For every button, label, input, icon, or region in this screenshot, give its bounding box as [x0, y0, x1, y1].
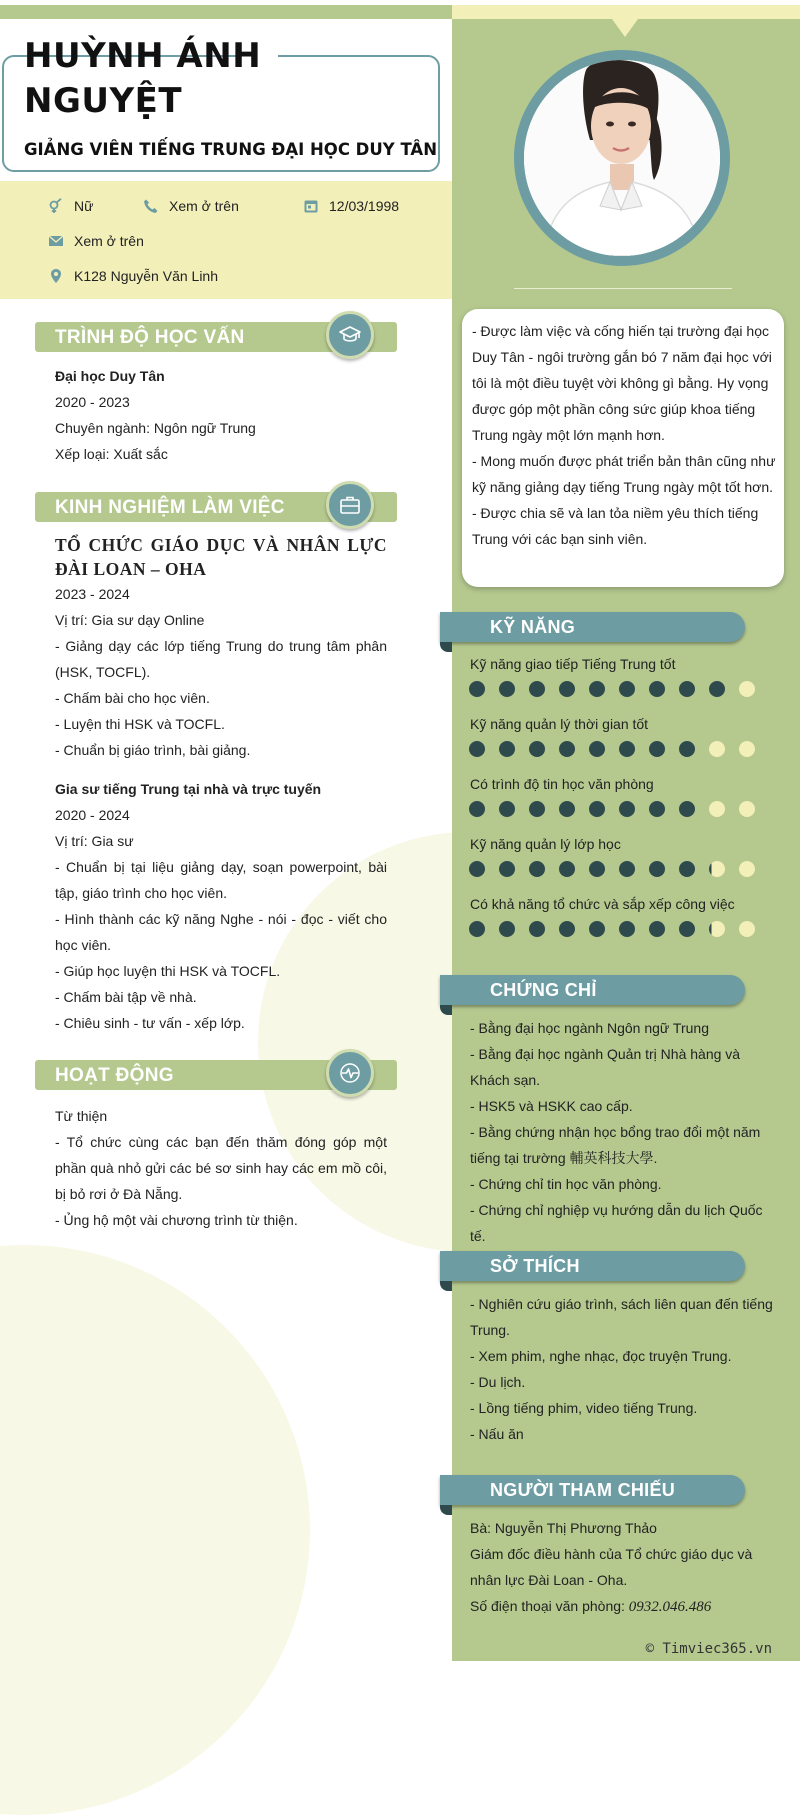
skill-label: Có khả năng tổ chức và sắp xếp công việc [470, 896, 735, 912]
section-header-education: TRÌNH ĐỘ HỌC VẤN [35, 322, 397, 352]
skill-dot-filled [649, 921, 665, 937]
envelope-icon [48, 233, 64, 249]
birthday-item: 12/03/1998 [303, 196, 399, 216]
skill-dot-filled [589, 801, 605, 817]
divider [514, 288, 732, 289]
skill-dot-filled [499, 861, 515, 877]
skill-dot-filled [649, 741, 665, 757]
activities-content: Từ thiện - Tổ chức cùng các bạn đến thăm đóng góp một phần quà nhỏ gửi các bé sơ sinh hay các em mồ côi, bị bỏ rơi ở Đà Nẵng. - Ủng hộ một vài chương trình từ thiện. [55, 1108, 387, 1228]
skill-dot-empty [709, 741, 725, 757]
skill-dot-filled [529, 801, 545, 817]
skill-dot-filled [679, 801, 695, 817]
skill-dot-filled [589, 741, 605, 757]
skill-dot-filled [649, 801, 665, 817]
graduation-cap-icon [326, 311, 374, 359]
skill-dot-filled [499, 681, 515, 697]
skill-dot-filled [559, 921, 575, 937]
skill-dot-filled [529, 921, 545, 937]
experience-entry-1: TỔ CHỨC GIÁO DỤC VÀ NHÂN LỰC ĐÀI LOAN – OHA 2023 - 2024 Vị trí: Gia sư dạy Online - Giảng dạy các lớp tiếng Trung do trung tâm phân (HSK, TOCFL). - Chấm bài cho học viên. - Luyện thi HSK và TOCFL. - Chuẩn bị giáo trình, bài giảng. [55, 535, 387, 758]
skill-label: Kỹ năng giao tiếp Tiếng Trung tốt [470, 656, 676, 672]
heartbeat-icon [326, 1049, 374, 1097]
skill-dot-filled [649, 861, 665, 877]
education-entry: Đại học Duy Tân 2020 - 2023 Chuyên ngành: Ngôn ngữ Trung Xếp loại: Xuất sắc [55, 368, 256, 462]
career-objective: - Được làm việc và cống hiến tại trường đại học Duy Tân - ngôi trường gắn bó 7 năm đại học với tôi là một điều tuyệt vời không gì bằng. Hy vọng được góp một phần công sức giúp khoa tiếng Trung ngày một lớn mạnh hơn. - Mong muốn được phát triển bản thân cũng như kỹ năng giảng dạy tiếng Trung ngày một tốt hơn. - Được chia sẽ và lan tỏa niềm yêu thích tiếng Trung với các bạn sinh viên. [472, 323, 776, 547]
top-accent-bar [452, 5, 800, 19]
experience-entry-2: Gia sư tiếng Trung tại nhà và trực tuyến 2020 - 2024 Vị trí: Gia sư - Chuẩn bị tại liệu giảng dạy, soạn powerpoint, bài tập, giáo trình cho học viên. - Hình thành các kỹ năng Nghe - nói - đọc - viết cho học viên. - Giúp học luyện thi HSK và TOCFL. - Chấm bài tập về nhà. - Chiêu sinh - tư vấn - xếp lớp. [55, 781, 387, 1031]
triangle-marker [612, 19, 638, 37]
skill-dot-filled [559, 801, 575, 817]
skill-dot-filled [529, 741, 545, 757]
email-item: Xem ở trên [48, 231, 144, 251]
skill-dot-filled [589, 861, 605, 877]
skill-dot-filled [469, 921, 485, 937]
phone-icon [143, 198, 159, 214]
section-header-experience: KINH NGHIỆM LÀM VIỆC [35, 492, 397, 522]
job-title: GIẢNG VIÊN TIẾNG TRUNG ĐẠI HỌC DUY TÂN [24, 140, 438, 159]
section-header-skills: KỸ NĂNG [440, 612, 745, 642]
reference-phone: 0932.046.486 [628, 1599, 712, 1615]
skill-label: Có trình độ tin học văn phòng [470, 776, 654, 792]
skill-dot-filled [559, 861, 575, 877]
skill-dot-filled [559, 681, 575, 697]
phone-item: Xem ở trên [143, 196, 239, 216]
skill-dot-filled [469, 741, 485, 757]
gender-icon [48, 198, 64, 214]
skill-dot-filled [709, 921, 725, 937]
certificates-list: - Bằng đại học ngành Ngôn ngữ Trung - Bằng đại học ngành Quản trị Nhà hàng và Khách sạn. - HSK5 và HSKK cao cấp. - Bằng chứng nhận học bổng trao đổi một năm tiếng tại trường 輔英科技大學. - Chứng chỉ tin học văn phòng. - Chứng chỉ nghiệp vụ hướng dẫn du lịch Quốc tế. [470, 1020, 763, 1244]
skill-dot-empty [739, 921, 755, 937]
location-pin-icon [48, 268, 64, 284]
gender-item: Nữ [48, 196, 93, 216]
decorative-circle [0, 1245, 310, 1815]
avatar [524, 60, 720, 256]
skill-dot-filled [499, 921, 515, 937]
skill-dot-filled [559, 741, 575, 757]
skill-dot-filled [499, 741, 515, 757]
skill-dot-empty [739, 741, 755, 757]
candidate-name: HUỲNH ÁNH NGUYỆT [24, 36, 262, 121]
section-header-hobbies: SỞ THÍCH [440, 1251, 745, 1281]
skill-dot-empty [709, 801, 725, 817]
skill-dot-filled [589, 681, 605, 697]
section-header-activities: HOẠT ĐỘNG [35, 1060, 397, 1090]
skill-dot-filled [469, 681, 485, 697]
skill-dot-filled [469, 861, 485, 877]
skill-dot-empty [739, 861, 755, 877]
watermark: © Timviec365.vn [645, 1641, 772, 1657]
skill-dot-empty [739, 681, 755, 697]
skill-dot-filled [619, 741, 635, 757]
skill-label: Kỹ năng quản lý thời gian tốt [470, 716, 649, 732]
address-item: K128 Nguyễn Văn Linh [48, 266, 218, 286]
skill-dot-filled [679, 861, 695, 877]
skill-dot-filled [709, 861, 725, 877]
hobbies-list: - Nghiên cứu giáo trình, sách liên quan đến tiếng Trung. - Xem phim, nghe nhạc, đọc truyện Trung. - Du lịch. - Lồng tiếng phim, video tiếng Trung. - Nấu ăn [470, 1296, 773, 1442]
briefcase-icon [326, 481, 374, 529]
skill-dot-filled [679, 921, 695, 937]
skill-dot-filled [619, 681, 635, 697]
skill-dot-filled [649, 681, 665, 697]
skill-dot-filled [619, 921, 635, 937]
skill-dot-filled [619, 861, 635, 877]
calendar-icon [303, 198, 319, 214]
top-accent-bar [0, 5, 452, 19]
skill-dot-filled [529, 861, 545, 877]
skill-dot-filled [469, 801, 485, 817]
section-header-certificates: CHỨNG CHỈ [440, 975, 745, 1005]
skill-dot-filled [589, 921, 605, 937]
skill-dot-filled [529, 681, 545, 697]
reference-contact: Bà: Nguyễn Thị Phương Thảo Giám đốc điều hành của Tổ chức giáo dục và nhân lực Đài Loan - Oha. Số điện thoại văn phòng: 0932.046.486 [470, 1520, 753, 1615]
skill-label: Kỹ năng quản lý lớp học [470, 836, 621, 852]
skill-dot-filled [679, 741, 695, 757]
skill-dot-filled [679, 681, 695, 697]
section-header-references: NGƯỜI THAM CHIẾU [440, 1475, 745, 1505]
skill-dot-filled [499, 801, 515, 817]
skill-dot-filled [619, 801, 635, 817]
skill-dot-filled [709, 681, 725, 697]
skill-dot-empty [739, 801, 755, 817]
